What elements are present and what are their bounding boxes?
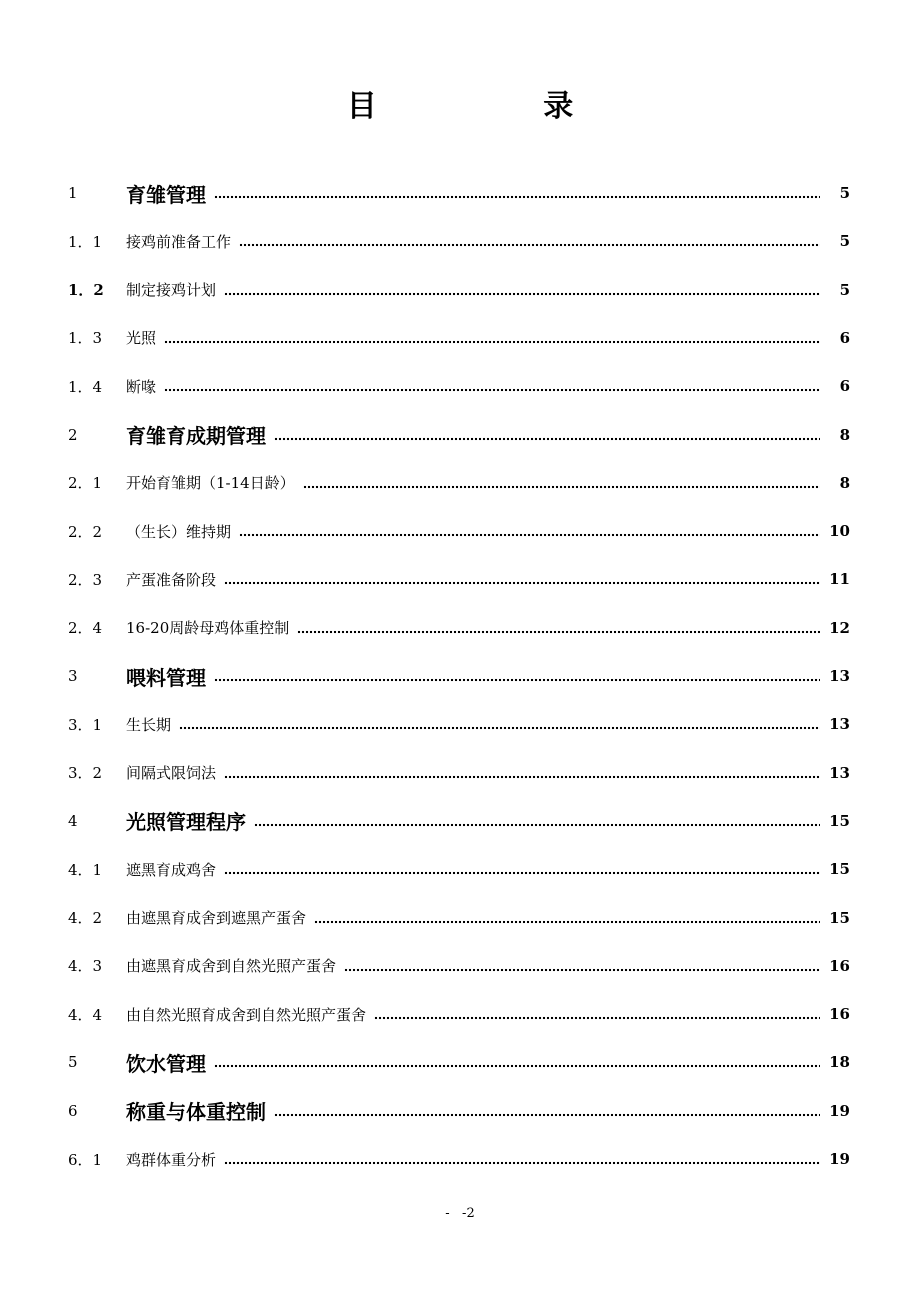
toc-dot-leader bbox=[274, 1113, 820, 1117]
toc-entry-title: 育雏育成期管理 bbox=[126, 424, 266, 448]
toc-entry-number: 2．3 bbox=[68, 570, 103, 589]
toc-entry-title: 育雏管理 bbox=[126, 182, 206, 207]
toc-entry-number: 1．2 bbox=[68, 281, 104, 300]
toc-entry[interactable] bbox=[68, 758, 850, 788]
toc-dot-leader bbox=[214, 678, 820, 682]
toc-entry[interactable] bbox=[68, 564, 850, 594]
toc-entry-number: 2．4 bbox=[68, 619, 103, 638]
toc-entry[interactable] bbox=[68, 226, 850, 256]
toc-dot-leader bbox=[374, 1016, 820, 1020]
toc-entry-page-number: 10 bbox=[829, 522, 850, 541]
toc-entry-number: 6．1 bbox=[68, 1150, 103, 1169]
toc-entry-title: 喂料管理 bbox=[126, 665, 206, 690]
toc-entry-page-number: 6 bbox=[839, 377, 850, 396]
toc-entry-number: 1 bbox=[68, 184, 78, 202]
toc-entry-title: 光照管理程序 bbox=[126, 810, 246, 835]
toc-entry-title: 开始育雏期（1-14日龄） bbox=[126, 474, 295, 493]
toc-entry[interactable] bbox=[68, 903, 850, 933]
toc-dot-leader bbox=[164, 340, 820, 344]
toc-entry-page-number: 13 bbox=[829, 667, 850, 685]
toc-entry-page-number: 18 bbox=[829, 1053, 850, 1072]
toc-entry-number: 4 bbox=[68, 811, 78, 830]
toc-entry-number: 4．4 bbox=[68, 1005, 103, 1024]
toc-entry[interactable] bbox=[68, 806, 850, 836]
toc-entry[interactable] bbox=[68, 1096, 850, 1126]
toc-entry[interactable] bbox=[68, 854, 850, 884]
toc-entry-page-number: 12 bbox=[829, 618, 850, 637]
toc-entry-title: 遮黑育成鸡舍 bbox=[126, 860, 217, 879]
toc-entry-title: 称重与体重控制 bbox=[126, 1100, 266, 1125]
toc-dot-leader bbox=[239, 243, 820, 247]
toc-entry[interactable] bbox=[68, 371, 850, 401]
toc-entry-number: 3 bbox=[68, 667, 78, 685]
toc-dot-leader bbox=[224, 1161, 820, 1165]
page-title: 目 录 bbox=[346, 89, 652, 124]
toc-entry[interactable] bbox=[68, 323, 850, 353]
toc-entry-page-number: 11 bbox=[829, 570, 850, 589]
toc-entry[interactable] bbox=[68, 275, 850, 305]
toc-entry-number: 2 bbox=[68, 425, 78, 444]
toc-entry-page-number: 5 bbox=[839, 232, 850, 251]
toc-entry-title: 间隔式限饲法 bbox=[126, 764, 217, 783]
page-footer: - -2 bbox=[445, 1206, 475, 1221]
toc-dot-leader bbox=[344, 968, 820, 972]
toc-entry[interactable] bbox=[68, 951, 850, 981]
toc-entry-page-number: 5 bbox=[839, 184, 850, 202]
toc-entry-page-number: 15 bbox=[829, 811, 850, 830]
toc-entry[interactable] bbox=[68, 420, 850, 450]
toc-dot-leader bbox=[224, 871, 820, 875]
toc-dot-leader bbox=[314, 920, 820, 924]
toc-entry-title: 断喙 bbox=[126, 377, 157, 396]
toc-entry-number: 5 bbox=[68, 1053, 78, 1072]
toc-entry[interactable] bbox=[68, 1144, 850, 1174]
toc-entry-page-number: 8 bbox=[839, 425, 850, 444]
toc-entry-title: 产蛋准备阶段 bbox=[126, 570, 217, 589]
toc-entry-page-number: 8 bbox=[839, 473, 850, 492]
toc-entry-title: 由自然光照育成舍到自然光照产蛋舍 bbox=[126, 1005, 367, 1024]
toc-entry[interactable] bbox=[68, 178, 850, 208]
toc-entry-page-number: 16 bbox=[829, 956, 850, 975]
toc-entry[interactable] bbox=[68, 709, 850, 739]
toc-dot-leader bbox=[164, 388, 820, 392]
toc-dot-leader bbox=[303, 485, 820, 489]
toc-dot-leader bbox=[224, 581, 820, 585]
toc-entry-page-number: 15 bbox=[829, 860, 850, 879]
toc-entry-title: 由遮黑育成舍到遮黑产蛋舍 bbox=[126, 909, 307, 927]
toc-dot-leader bbox=[254, 823, 820, 827]
toc-entry-title: 饮水管理 bbox=[126, 1051, 206, 1076]
toc-entry-page-number: 19 bbox=[829, 1101, 850, 1120]
toc-dot-leader bbox=[214, 195, 820, 199]
toc-entry-page-number: 19 bbox=[829, 1150, 850, 1168]
toc-entry-title: （生长）维持期 bbox=[126, 522, 232, 541]
toc-dot-leader bbox=[274, 437, 820, 441]
toc-entry[interactable] bbox=[68, 613, 850, 643]
toc-entry-page-number: 13 bbox=[829, 763, 850, 782]
toc-entry-page-number: 6 bbox=[839, 328, 850, 347]
toc-entry-title: 光照 bbox=[126, 329, 157, 348]
toc-entry-number: 3．1 bbox=[68, 715, 103, 734]
toc-entry-page-number: 15 bbox=[829, 908, 850, 927]
toc-dot-leader bbox=[224, 775, 820, 779]
toc-entry-title: 由遮黑育成舍到自然光照产蛋舍 bbox=[126, 957, 337, 976]
toc-entry-page-number: 16 bbox=[829, 1005, 850, 1024]
toc-entry[interactable] bbox=[68, 1047, 850, 1077]
toc-dot-leader bbox=[297, 630, 820, 634]
toc-entry-number: 3．2 bbox=[68, 764, 103, 783]
toc-entry-number: 4．2 bbox=[68, 909, 103, 927]
toc-dot-leader bbox=[214, 1064, 820, 1068]
toc-dot-leader bbox=[239, 533, 820, 537]
toc-entry-title: 接鸡前准备工作 bbox=[126, 232, 232, 251]
toc-entry-title: 生长期 bbox=[126, 715, 172, 734]
toc-entry-title: 鸡群体重分析 bbox=[126, 1150, 217, 1169]
toc-entry-title: 16-20周龄母鸡体重控制 bbox=[126, 619, 290, 638]
toc-entry-number: 4．3 bbox=[68, 957, 103, 976]
toc-entry-number: 2．1 bbox=[68, 474, 103, 493]
toc-dot-leader bbox=[179, 726, 820, 730]
toc-entry-number: 4．1 bbox=[68, 860, 103, 879]
toc-entry[interactable] bbox=[68, 516, 850, 546]
toc-entry-title: 制定接鸡计划 bbox=[126, 281, 217, 300]
toc-entry-number: 1．4 bbox=[68, 377, 103, 396]
toc-entry-number: 1．1 bbox=[68, 232, 103, 251]
toc-entry-page-number: 5 bbox=[839, 280, 850, 299]
toc-entry[interactable] bbox=[68, 999, 850, 1029]
toc-entry[interactable] bbox=[68, 468, 850, 498]
toc-entry-page-number: 13 bbox=[829, 715, 850, 734]
toc-entry-number: 6 bbox=[68, 1101, 78, 1120]
toc-entry-number: 1．3 bbox=[68, 329, 103, 348]
toc-dot-leader bbox=[224, 292, 820, 296]
toc-entry-number: 2．2 bbox=[68, 522, 103, 541]
toc-entry[interactable] bbox=[68, 661, 850, 691]
